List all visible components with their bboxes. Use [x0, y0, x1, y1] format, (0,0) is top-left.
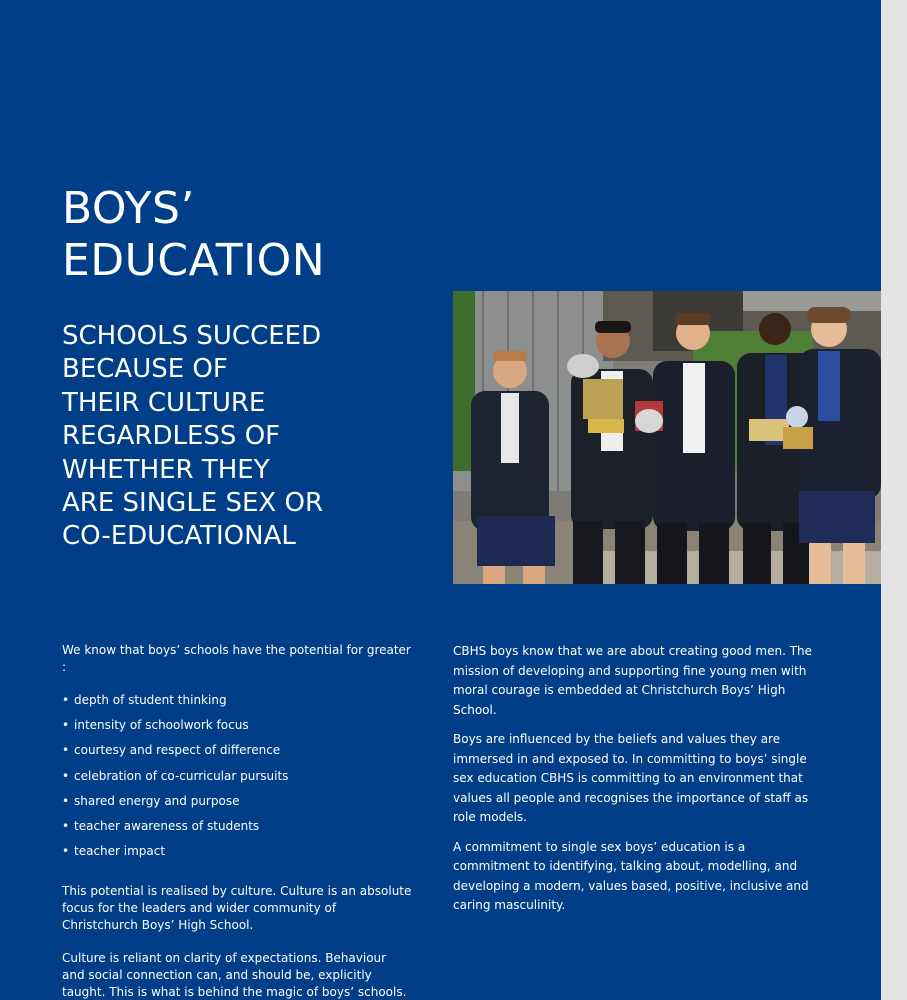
list-item: • shared energy and purpose: [62, 793, 412, 818]
students-trophies-photo: [453, 291, 881, 584]
page-title-line-2: EDUCATION: [62, 235, 326, 287]
subheading-line: WHETHER THEY: [62, 454, 270, 485]
list-item: • teacher awareness of students: [62, 818, 412, 843]
list-item: • courtesy and respect of difference: [62, 742, 412, 767]
left-text-column: [62, 642, 412, 1000]
list-item: • celebration of co-curricular pursuits: [62, 768, 412, 793]
page-title: [62, 183, 422, 287]
page-subheading: [62, 320, 422, 554]
subheading-line: SCHOOLS SUCCEED: [62, 321, 322, 351]
scrollbar-track[interactable]: [881, 0, 907, 1000]
page-title-line-1: BOYS’: [62, 183, 195, 235]
list-item: • teacher impact: [62, 843, 412, 868]
subheading-line: CO-EDUCATIONAL: [62, 521, 296, 552]
subheading-line: THEIR CULTURE: [62, 387, 266, 418]
intro-paragraph: We know that boys’ schools have the potential for greater :: [62, 643, 411, 674]
subheading-line: ARE SINGLE SEX OR: [62, 488, 324, 519]
expectations-paragraph: Culture is reliant on clarity of expectations. Behaviour and social connection can, and should be, explicitly taught. This is what is behind the magic of boys’ schools.: [62, 951, 407, 1000]
subheading-line: BECAUSE OF: [62, 354, 228, 385]
list-item: • intensity of schoolwork focus: [62, 717, 412, 742]
commitment-paragraph: A commitment to single sex boys’ education is a commitment to identifying, talking about, modelling, and developing a modern, values based, positive, inclusive and caring masculinity.: [453, 839, 809, 912]
right-text-column: [453, 642, 823, 926]
list-item: • depth of student thinking: [62, 692, 412, 717]
culture-paragraph: This potential is realised by culture. Culture is an absolute focus for the leaders and wider community of Christchurch Boys’ High School.: [62, 884, 412, 933]
potential-list: [62, 692, 412, 868]
subheading-line: REGARDLESS OF: [62, 421, 281, 452]
mission-paragraph: CBHS boys know that we are about creating good men. The mission of developing and supporting fine young men with moral courage is embedded at Christchurch Boys’ High School.: [453, 644, 813, 717]
values-paragraph: Boys are influenced by the beliefs and values they are immersed in and exposed to. In committing to boys’ single sex education CBHS is committing to an environment that values all people and recognises the importance of staff as role models.: [453, 732, 809, 824]
